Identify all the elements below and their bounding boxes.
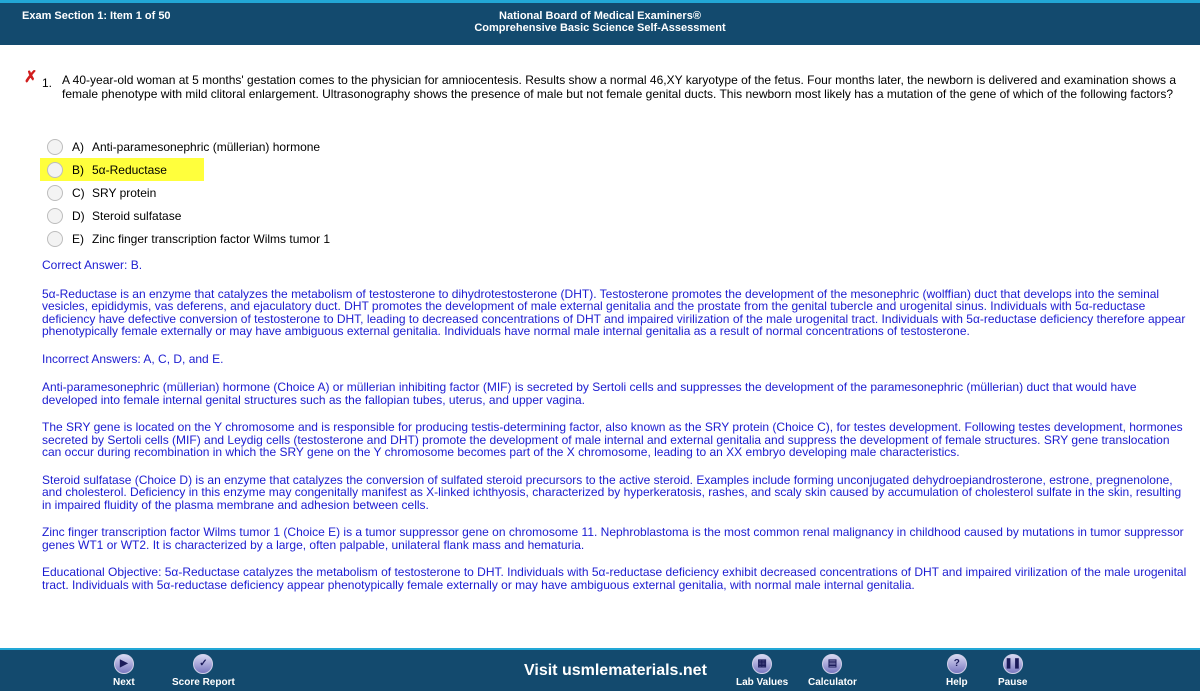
pause-button[interactable] — [998, 654, 1027, 688]
option-e-letter: E) — [72, 232, 84, 246]
calculator-label: Calculator — [808, 677, 857, 688]
incorrect-answers-label: Incorrect Answers: A, C, D, and E. — [42, 351, 224, 366]
question-number: 1. — [42, 76, 53, 90]
calculator-icon: ▤ — [822, 654, 842, 674]
lab-values-label: Lab Values — [736, 677, 789, 688]
score-report-label: Score Report — [172, 677, 235, 688]
option-a-letter: A) — [72, 140, 84, 154]
option-e-text: Zinc finger transcription factor Wilms tumor 1 — [92, 232, 331, 246]
option-c-letter: C) — [72, 186, 85, 200]
exam-title-block — [0, 10, 1200, 34]
explanation — [42, 259, 1192, 591]
pause-label: Pause — [998, 677, 1028, 688]
explanation-choice-e: Zinc finger transcription factor Wilms tumor 1 (Choice E) is a tumor suppressor gene on chromosome 11. Nephroblastoma is the most common renal malignancy in childhood caused by mutations in tumor suppressor genes WT1 or WT2. It is characterized by a large, often palpable, unilateral flank mass and hematuria. — [42, 525, 1184, 552]
option-d[interactable] — [44, 204, 344, 227]
option-e[interactable] — [44, 227, 344, 250]
option-d-radio[interactable] — [47, 208, 63, 224]
exam-footer — [0, 648, 1200, 691]
option-d-letter: D) — [72, 209, 85, 223]
pause-icon: ❚❚ — [1003, 654, 1023, 674]
question-content[interactable] — [0, 45, 1200, 648]
next-icon: ▶ — [114, 654, 134, 674]
option-b-letter: B) — [72, 163, 84, 177]
exam-section-label: Exam Section 1: Item 1 of 50 — [22, 10, 171, 22]
option-e-radio[interactable] — [47, 231, 63, 247]
option-b-text: 5α-Reductase — [92, 163, 167, 177]
checkmark-icon: ✓ — [193, 654, 213, 674]
visit-banner: Visit usmlematerials.net — [524, 662, 707, 679]
org-name: National Board of Medical Examiners® — [499, 10, 701, 22]
help-button[interactable] — [946, 654, 968, 688]
option-a-radio[interactable] — [47, 139, 63, 155]
correct-explanation: 5α-Reductase is an enzyme that catalyzes the metabolism of testosterone to dihydrotestosterone (DHT). Testosterone promotes the development of the mesonephric (wolffian) duct that develops into the seminal vesicles, epididymis, vas deferens, and ejaculatory duct. DHT promotes the development of male external genitalia and the prostate from the genital tubercle and urogenital sinus. Individuals with 5α-reductase deficiency have defective conversion of testosterone to DHT, leading to decreased concentrations of DHT and impaired virilization of the male urogenital tract. Individuals with 5α-reductase deficiency therefore appear phenotypically female externally or may have ambiguous external genitalia. Individuals have normal male internal genitalia as a result of normal concentrations of testosterone. — [42, 286, 1186, 338]
calculator-button[interactable] — [808, 654, 857, 688]
next-button[interactable] — [113, 654, 135, 688]
explanation-choice-a: Anti-paramesonephric (müllerian) hormone (Choice A) or müllerian inhibiting factor (MIF) is secreted by Sertoli cells and suppresses the development of the paramesonephric (müllerian) duct that would have developed into female internal genital structures such as the fallopian tubes, uterus, and upper vagina. — [42, 380, 1137, 407]
explanation-choice-d: Steroid sulfatase (Choice D) is an enzyme that catalyzes the conversion of sulfated steroid precursors to the active steroid. Examples include forming unconjugated dehydroepiandrosterone, estrone, pregnenolone, and cholesterol. Deficiency in this enzyme may congenitally manifest as X-linked ichthyosis, characterized by hyperkeratosis, rashes, and scaly skin caused by accumulation of cholesterol sulfate in the skin, resulting in impaired fluidity of the plasma membrane and adhesion between cells. — [42, 472, 1182, 512]
question-stem: A 40-year-old woman at 5 months' gestation comes to the physician for amniocentesis. Results show a normal 46,XY karyotype of the fetus. Four months later, the newborn is delivered and examination shows a female phenotype with mild clitoral enlargement. Ultrasonography shows the presence of male but not female genital ducts. This newborn most likely has a mutation of the gene of which of the following factors? — [62, 73, 1176, 101]
lab-values-icon: ▦ — [752, 654, 772, 674]
help-label: Help — [946, 677, 968, 688]
option-a-text: Anti-paramesonephric (müllerian) hormone — [92, 140, 321, 154]
lab-values-button[interactable] — [736, 654, 788, 688]
answer-options — [44, 135, 344, 250]
incorrect-x-icon: ✗ — [24, 69, 38, 86]
explanation-choice-c: The SRY gene is located on the Y chromosome and is responsible for producing testis-determining factor, also known as the SRY protein (Choice C), for testes development. Following testes development, hormones secreted by Sertoli cells (MIF) and Leydig cells (testosterone and DHT) promote the development of male internal and external genitalia and suppress the development of female structures. SRY gene translocation can occur during recombination in which the SRY gene on the Y chromosome becomes part of the X chromosome, leading to an XX embryo developing male characteristics. — [42, 420, 1183, 459]
option-d-text: Steroid sulfatase — [92, 209, 182, 223]
educational-objective: Educational Objective: 5α-Reductase catalyzes the metabolism of testosterone to DHT. Individuals with 5α-reductase deficiency exhibit decreased concentrations of DHT and impaired virilization of the male urogenital tract. Individuals with 5α-reductase deficiency appear phenotypically female externally or may have ambiguous external genitalia, with normal male internal genitalia. — [42, 565, 1187, 592]
option-a[interactable] — [44, 135, 344, 158]
option-b-radio[interactable] — [47, 162, 63, 178]
option-c-radio[interactable] — [47, 185, 63, 201]
exam-header — [0, 0, 1200, 45]
score-report-button[interactable] — [172, 654, 235, 688]
option-c-text: SRY protein — [92, 186, 157, 200]
help-icon: ? — [947, 654, 967, 674]
exam-title: Comprehensive Basic Science Self-Assessment — [474, 22, 726, 34]
correct-answer-label: Correct Answer: B. — [42, 258, 143, 272]
option-c[interactable] — [44, 181, 344, 204]
option-b[interactable] — [40, 158, 204, 181]
next-label: Next — [113, 677, 135, 688]
